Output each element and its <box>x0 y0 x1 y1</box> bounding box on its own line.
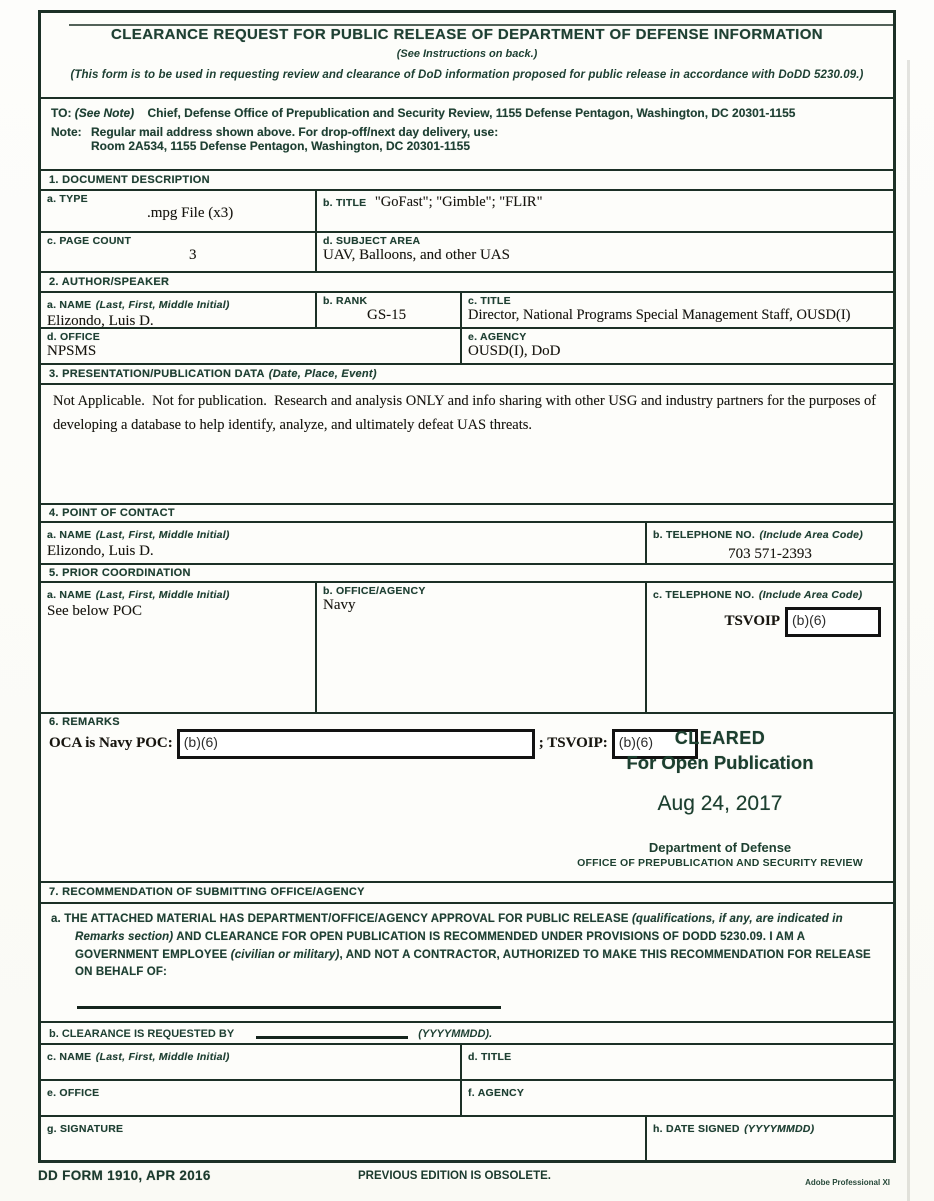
section3-header <box>41 363 893 383</box>
field-office <box>41 329 460 363</box>
section2-header: 2. AUTHOR/SPEAKER <box>41 271 893 291</box>
poc-name-label: a. NAME <box>47 529 92 541</box>
to-label: TO: <box>51 106 72 120</box>
stamp-org-line2: OFFICE OF PREPUBLICATION AND SECURITY REVIEW <box>577 857 863 869</box>
title-value: "GoFast"; "Gimble"; "FLIR" <box>374 194 543 210</box>
prior-office-label: b. OFFICE/AGENCY <box>323 585 426 597</box>
section7-header: 7. RECOMMENDATION OF SUBMITTING OFFICE/AGENCY <box>41 881 893 902</box>
stamp-date: Aug 24, 2017 <box>657 792 783 815</box>
field-requester-office <box>41 1081 460 1115</box>
note-line2: Room 2A534, 1155 Defense Pentagon, Washington, DC 20301-1155 <box>91 139 471 153</box>
form-outline <box>38 10 896 1163</box>
field-prior-office <box>315 583 645 712</box>
agency-label: e. AGENCY <box>468 331 527 343</box>
note-text <box>91 125 498 153</box>
section6-remarks <box>41 712 893 881</box>
requester-name-label-detail: (Last, First, Middle Initial) <box>95 1051 230 1063</box>
section3-body <box>41 383 893 503</box>
field-title <box>315 191 893 231</box>
statement-seg5: , AND NOT A CONTRACTOR, AUTHORIZED TO MAKE THIS RECOMMENDATION FOR RELEASE ON BEHALF OF: <box>75 948 871 979</box>
type-label: a. TYPE <box>47 193 88 205</box>
prior-name-value: See below POC <box>47 603 142 619</box>
poc-name-value: Elizondo, Luis D. <box>47 543 154 559</box>
section1-row1 <box>41 189 893 231</box>
office-value: NPSMS <box>47 343 97 359</box>
section1-row2 <box>41 231 893 271</box>
form-instruction: (This form is to be used in requesting review and clearance of DoD information proposed for public release in accordance with DoDD 5230.09.) <box>70 69 864 81</box>
subject-value: UAV, Balloons, and other UAS <box>323 247 510 263</box>
poc-phone-label-detail: (Include Area Code) <box>759 529 864 541</box>
rank-label: b. RANK <box>323 295 368 307</box>
field-requester-name <box>41 1045 460 1079</box>
statement-seg3: AND CLEARANCE FOR OPEN PUBLICATION IS RECOMMENDED UNDER PROVISIONS OF DODD 5230.09. I AM A GOVERNMENT EMPLOYEE <box>75 930 805 961</box>
section7-row-cd <box>41 1043 893 1079</box>
section4-header: 4. POINT OF CONTACT <box>41 503 893 521</box>
section5-row <box>41 581 893 712</box>
field-requester-title <box>460 1045 893 1079</box>
title-label: b. TITLE <box>323 197 367 209</box>
section5-header: 5. PRIOR COORDINATION <box>41 563 893 581</box>
statement-seg1: a. THE ATTACHED MATERIAL HAS DEPARTMENT/OFFICE/AGENCY APPROVAL FOR PUBLIC RELEASE <box>51 913 632 925</box>
redaction-box: (b)(6) <box>177 729 535 759</box>
agency-value: OUSD(I), DoD <box>468 343 561 359</box>
field-page-count <box>41 233 315 271</box>
stamp-open-publication: For Open Publication <box>626 752 814 773</box>
section6-header: 6. REMARKS <box>49 716 120 728</box>
section2-row1 <box>41 291 893 327</box>
section7a <box>41 902 893 1021</box>
field-signature <box>41 1117 645 1160</box>
tsvoip-prefix: TSVOIP <box>724 613 780 630</box>
field-agency <box>460 329 893 363</box>
poc-phone-value: 703 571-2393 <box>728 546 812 562</box>
clearance-date-format: (YYYYMMDD). <box>418 1028 493 1040</box>
author-title-value: Director, National Programs Special Management Staff, OUSD(I) <box>468 307 851 323</box>
stamp-org-line1: Department of Defense <box>648 840 792 855</box>
note-line1: Regular mail address shown above. For drop-off/next day delivery, use: <box>91 125 499 139</box>
to-see-note: (See Note) <box>74 106 135 120</box>
stamp-cleared: CLEARED <box>674 728 766 748</box>
field-date-signed <box>645 1117 893 1160</box>
remark-mid: ; TSVOIP: <box>538 735 608 752</box>
clearance-stamp <box>555 728 885 869</box>
field-author-title <box>460 293 893 327</box>
author-name-label-detail: (Last, First, Middle Initial) <box>95 299 230 311</box>
statement-seg4-italic: (civilian or military) <box>230 948 340 961</box>
form-title: CLEARANCE REQUEST FOR PUBLIC RELEASE OF DEPARTMENT OF DEFENSE INFORMATION <box>111 26 823 43</box>
prior-phone-label: c. TELEPHONE NO. <box>653 589 755 601</box>
prior-office-value: Navy <box>323 597 356 613</box>
requester-office-label: e. OFFICE <box>47 1087 100 1099</box>
signature-label: g. SIGNATURE <box>47 1123 124 1135</box>
type-value: .mpg File (x3) <box>147 205 234 221</box>
statement-seg2-italic: (qualifications, if any, are indicated in Remarks section) <box>75 913 843 943</box>
prior-name-label: a. NAME <box>47 589 92 601</box>
field-poc-name <box>41 523 645 563</box>
page-count-value: 3 <box>189 247 197 263</box>
prior-phone-value <box>653 607 887 637</box>
rank-value: GS-15 <box>367 307 407 323</box>
poc-phone-label: b. TELEPHONE NO. <box>653 529 756 541</box>
requester-title-label: d. TITLE <box>468 1051 512 1063</box>
prior-name-label-detail: (Last, First, Middle Initial) <box>95 589 230 601</box>
redaction-box: (b)(6) <box>785 607 881 637</box>
section7b <box>41 1021 893 1043</box>
section7-row-ef <box>41 1079 893 1115</box>
section7-row-gh <box>41 1115 893 1160</box>
field-prior-phone <box>645 583 893 712</box>
field-poc-phone <box>645 523 893 563</box>
author-name-value: Elizondo, Luis D. <box>47 313 154 329</box>
field-rank <box>315 293 460 327</box>
software-credit: Adobe Professional XI <box>805 1178 890 1187</box>
clearance-date-blank-line <box>256 1036 408 1039</box>
section3-header-detail: (Date, Place, Event) <box>268 368 377 380</box>
form-subtitle: (See Instructions on back.) <box>396 48 538 60</box>
requester-name-label: c. NAME <box>47 1051 92 1063</box>
field-type <box>41 191 315 231</box>
date-signed-label: h. DATE SIGNED <box>653 1123 740 1135</box>
to-block <box>41 97 893 169</box>
field-subject-area <box>315 233 893 271</box>
field-author-name <box>41 293 315 327</box>
form-footer <box>38 1168 896 1194</box>
scan-page-edge <box>907 60 910 1201</box>
note-label: Note: <box>51 125 82 139</box>
field-requester-agency <box>460 1081 893 1115</box>
remark-prefix: OCA is Navy POC: <box>49 735 173 752</box>
title-block <box>41 13 893 97</box>
to-line <box>51 106 883 120</box>
note-block <box>51 125 883 153</box>
presentation-data-value: Not Applicable. Not for publication. Research and analysis ONLY and info sharing with other USG and industry partners for the purposes of developing a database to help identify, analyze, and ultimately defeat UAS threats. <box>53 393 880 433</box>
recommendation-statement <box>41 904 893 982</box>
edition-note: PREVIOUS EDITION IS OBSOLETE. <box>358 1170 551 1182</box>
page-count-label: c. PAGE COUNT <box>47 235 132 247</box>
to-address: Chief, Defense Office of Prepublication and Security Review, 1155 Defense Pentagon, Washington, DC 20301-1155 <box>147 106 796 120</box>
clearance-requested-label: b. CLEARANCE IS REQUESTED BY <box>49 1028 235 1040</box>
prior-phone-label-detail: (Include Area Code) <box>758 589 863 601</box>
subject-label: d. SUBJECT AREA <box>323 235 421 247</box>
field-prior-name <box>41 583 315 712</box>
requester-agency-label: f. AGENCY <box>468 1087 525 1099</box>
section1-header: 1. DOCUMENT DESCRIPTION <box>41 169 893 189</box>
author-title-label: c. TITLE <box>468 295 511 307</box>
author-name-label: a. NAME <box>47 299 92 311</box>
date-signed-label-detail: (YYYYMMDD) <box>744 1123 815 1135</box>
section4-row <box>41 521 893 563</box>
form-number: DD FORM 1910, APR 2016 <box>38 1168 211 1183</box>
on-behalf-of-blank-line <box>77 1006 501 1009</box>
section3-header-text: 3. PRESENTATION/PUBLICATION DATA <box>49 368 265 380</box>
poc-name-label-detail: (Last, First, Middle Initial) <box>95 529 230 541</box>
office-label: d. OFFICE <box>47 331 100 343</box>
section2-row2 <box>41 327 893 363</box>
redaction-box: (b)(6) <box>612 729 698 759</box>
